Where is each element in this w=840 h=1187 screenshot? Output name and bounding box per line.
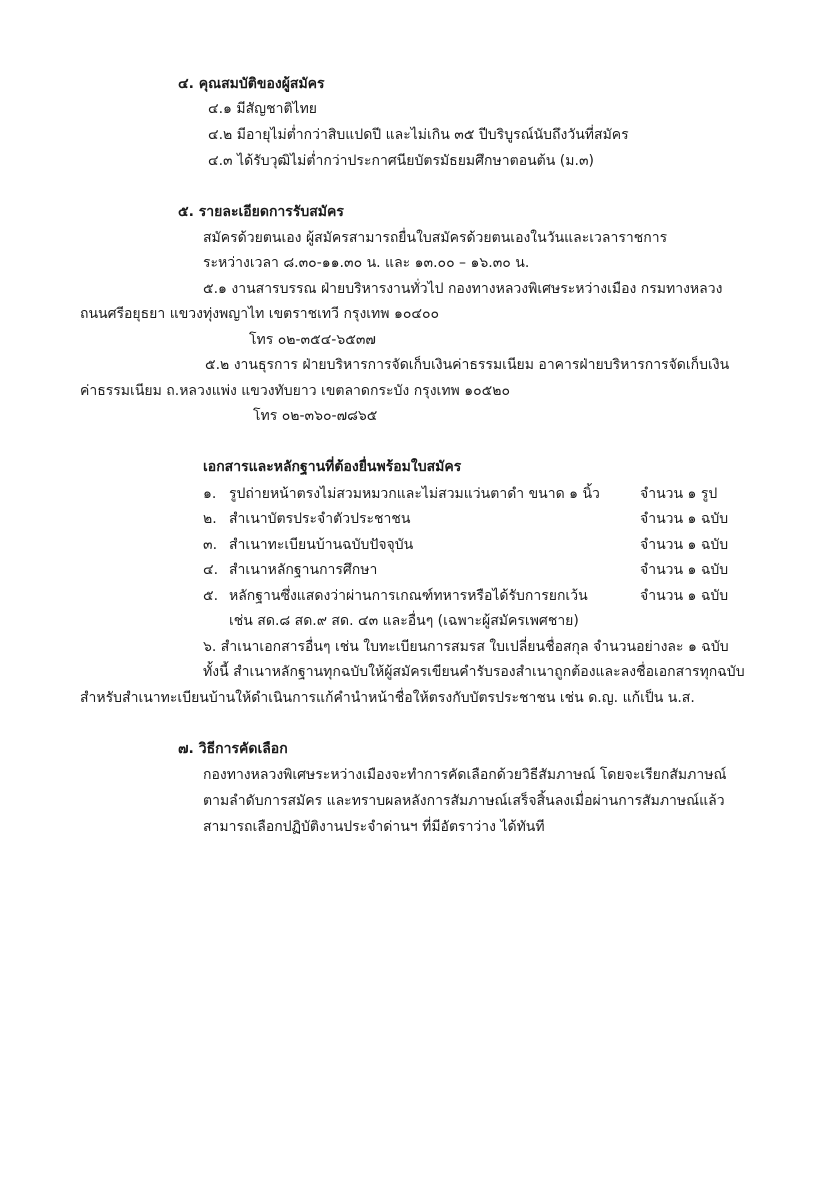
- section-4-item-3: ๔.๓ ได้รับวุฒิไม่ต่ำกว่าประกาศนียบัตรมัธยมศึกษาตอนต้น (ม.๓): [208, 153, 594, 169]
- doc-item-3-quantity: จำนวน ๑ ฉบับ: [640, 537, 729, 553]
- section-5-line-2: ระหว่างเวลา ๘.๓๐-๑๑.๓๐ น. และ ๑๓.๐๐ – ๑๖.๓๐ น.: [203, 255, 530, 271]
- doc-note-line-2: สำหรับสำเนาทะเบียนบ้านให้ดำเนินการแก้คำนำหน้าชื่อให้ตรงกับบัตรประชาชน เช่น ด.ญ. แก้เป็น น.ส.: [80, 690, 695, 706]
- doc-item-6: ๖. สำเนาเอกสารอื่นๆ เช่น ใบทะเบียนการสมรส ใบเปลี่ยนชื่อสกุล จำนวนอย่างละ ๑ ฉบับ: [203, 639, 729, 655]
- section-5-2-line-a: ๕.๒ งานธุรการ ฝ่ายบริหารการจัดเก็บเงินค่าธรรมเนียม อาคารฝ่ายบริหารการจัดเก็บเงิน: [205, 357, 730, 373]
- doc-item-2-text: สำเนาบัตรประจำตัวประชาชน: [229, 511, 411, 527]
- section-6-heading: เอกสารและหลักฐานที่ต้องยื่นพร้อมใบสมัคร: [203, 459, 462, 475]
- doc-item-2-number: ๒.: [203, 511, 217, 527]
- doc-item-4-quantity: จำนวน ๑ ฉบับ: [640, 562, 729, 578]
- doc-item-5-continuation: เช่น สด.๘ สด.๙ สด. ๔๓ และอื่นๆ (เฉพาะผู้สมัครเพศชาย): [229, 613, 579, 629]
- section-7-line-3: สามารถเลือกปฏิบัติงานประจำด่านฯ ที่มีอัตราว่าง ได้ทันที: [203, 819, 545, 835]
- doc-item-1-number: ๑.: [203, 486, 217, 502]
- section-7-line-1: กองทางหลวงพิเศษระหว่างเมืองจะทำการคัดเลือกด้วยวิธีสัมภาษณ์ โดยจะเรียกสัมภาษณ์: [203, 767, 727, 783]
- section-5-1-line-b: ถนนศรีอยุธยา แขวงทุ่งพญาไท เขตราชเทวี กรุงเทพ ๑๐๔๐๐: [80, 306, 440, 322]
- doc-item-3-number: ๓.: [203, 537, 218, 553]
- doc-item-2-quantity: จำนวน ๑ ฉบับ: [640, 511, 729, 527]
- section-4-heading: ๔. คุณสมบัติของผู้สมัคร: [178, 76, 325, 92]
- section-7-heading: ๗. วิธีการคัดเลือก: [178, 741, 288, 757]
- section-5-2-line-b: ค่าธรรมเนียม ถ.หลวงแพ่ง แขวงทับยาว เขตลาดกระบัง กรุงเทพ ๑๐๕๒๐: [80, 383, 511, 399]
- section-5-2-phone: โทร ๐๒-๓๖๐-๗๘๖๕: [253, 408, 378, 424]
- section-5-heading: ๕. รายละเอียดการรับสมัคร: [178, 204, 344, 220]
- doc-item-4-number: ๔.: [203, 562, 219, 578]
- doc-item-4-text: สำเนาหลักฐานการศึกษา: [229, 562, 378, 578]
- section-7-line-2: ตามลำดับการสมัคร และทราบผลหลังการสัมภาษณ์เสร็จสิ้นลงเมื่อผ่านการสัมภาษณ์แล้ว: [203, 793, 725, 809]
- section-4-item-1: ๔.๑ มีสัญชาติไทย: [208, 101, 318, 117]
- doc-item-5-number: ๕.: [203, 588, 219, 604]
- section-5-line-1: สมัครด้วยตนเอง ผู้สมัครสามารถยื่นใบสมัครด้วยตนเองในวันและเวลาราชการ: [203, 230, 668, 246]
- doc-item-5-quantity: จำนวน ๑ ฉบับ: [640, 588, 729, 604]
- doc-item-1-text: รูปถ่ายหน้าตรงไม่สวมหมวกและไม่สวมแว่นตาดำ ขนาด ๑ นิ้ว: [229, 486, 600, 502]
- doc-note-line-1: ทั้งนี้ สำเนาหลักฐานทุกฉบับให้ผู้สมัครเขียนคำรับรองสำเนาถูกต้องและลงชื่อเอกสารทุกฉบับ: [203, 664, 745, 680]
- section-5-1-phone: โทร ๐๒-๓๕๔-๖๕๓๗: [249, 332, 376, 348]
- section-4-item-2: ๔.๒ มีอายุไม่ต่ำกว่าสิบแปดปี และไม่เกิน ๓๕ ปีบริบูรณ์นับถึงวันที่สมัคร: [208, 127, 629, 143]
- doc-item-1-quantity: จำนวน ๑ รูป: [640, 486, 718, 502]
- section-5-1-line-a: ๕.๑ งานสารบรรณ ฝ่ายบริหารงานทั่วไป กองทางหลวงพิเศษระหว่างเมือง กรมทางหลวง: [203, 281, 723, 297]
- doc-item-3-text: สำเนาทะเบียนบ้านฉบับปัจจุบัน: [229, 537, 414, 553]
- doc-item-5-text: หลักฐานซึ่งแสดงว่าผ่านการเกณฑ์ทหารหรือได้รับการยกเว้น: [229, 588, 588, 604]
